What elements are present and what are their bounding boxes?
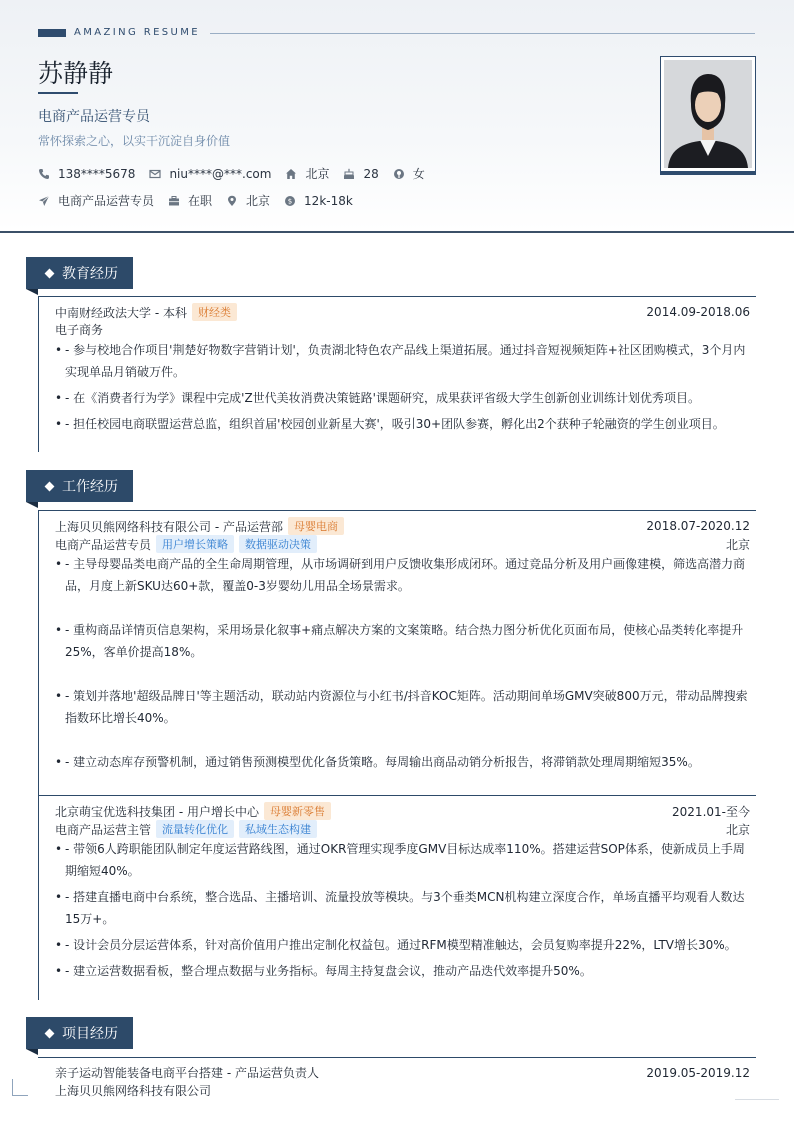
brand-divider (210, 33, 755, 34)
gender-icon (393, 168, 405, 180)
footer-line (735, 1099, 779, 1100)
photo-accent-bar (660, 171, 756, 175)
education-major-row (55, 321, 750, 338)
work-1-role-row (55, 535, 750, 553)
list-item: • - 搭建直播电商中台系统，整合选品、主播培训、流量投放等模块。与3个垂类MCN机构建立深度合作，单场直播平均观看人数达15万+。 (55, 886, 750, 930)
salary-icon (284, 195, 296, 207)
salary-item (284, 194, 353, 208)
home-icon (285, 168, 297, 180)
section-title-project (26, 1017, 133, 1049)
education-school: 中南财经政法大学 - 本科 (55, 305, 187, 320)
list-item: • - 带领6人跨职能团队制定年度运营路线图，通过OKR管理实现季度GMV目标达成率110%。搭建运营SOP体系，使新成员上手周期缩短40%。 (55, 838, 750, 882)
section-education-label: 教育经历 (62, 266, 118, 282)
section-side-line (38, 296, 39, 452)
motto: 常怀探索之心，以实干沉淀自身价值 (38, 134, 231, 148)
work-2-location: 北京 (725, 822, 750, 837)
list-item: • - 建立运营数据看板，整合埋点数据与业务指标。每周主持复盘会议，推动产品迭代效率提升50%。 (55, 960, 750, 982)
list-item: • - 策划并落地'超级品牌日'等主题活动，联动站内资源位与小红书/抖音KOC矩阵。活动期间单场GMV突破800万元，带动品牌搜索指数环比增长40%。 (55, 685, 750, 729)
diamond-icon (45, 481, 55, 491)
education-major: 电子商务 (55, 323, 104, 337)
list-item: • - 设计会员分层运营体系，针对高价值用户推出定制化权益包。通过RFM模型精准触达，会员复购率提升22%，LTV增长30%。 (55, 934, 750, 956)
education-tag: 财经类 (192, 303, 237, 321)
work-2-company-tag: 母婴新零售 (264, 802, 331, 820)
status-item (168, 192, 212, 209)
age-item (343, 167, 378, 181)
section-divider (38, 1057, 756, 1058)
work-1-dates: 2018.07-2020.12 (646, 519, 750, 533)
project-company: 上海贝贝熊网络科技有限公司 (55, 1084, 212, 1098)
work-2-role-row (55, 820, 750, 838)
work-1-role: 电商产品运营专员 (55, 537, 152, 552)
list-item: • - 在《消费者行为学》课程中完成'Z世代美妆消费决策链路'课题研究，成果获评省级大学生创新创业训练计划优秀项目。 (55, 387, 750, 409)
section-divider (38, 510, 756, 511)
list-item: • - 重构商品详情页信息架构，采用场景化叙事+痛点解决方案的文案策略。结合热力图分析优化页面布局，使核心品类转化率提升25%，客单价提高18%。 (55, 619, 750, 663)
job-title: 电商产品运营专员 (38, 109, 150, 125)
gender-item (393, 165, 425, 182)
job-info-row (38, 192, 367, 209)
work-2-skill-tag: 私域生态构建 (239, 820, 317, 838)
phone-text: 138****5678 (58, 166, 136, 181)
work-1-company-tag: 母婴电商 (288, 517, 344, 535)
location-item (226, 192, 270, 209)
section-side-line (38, 510, 39, 1000)
section-title-education (26, 257, 133, 289)
profile-photo (660, 56, 756, 174)
work-2-dates: 2021.01-至今 (672, 804, 750, 819)
location-icon (226, 195, 238, 207)
work-1-company: 上海贝贝熊网络科技有限公司 - 产品运营部 (55, 519, 283, 534)
work-2-company: 北京萌宝优选科技集团 - 用户增长中心 (55, 804, 259, 819)
brand-text: AMAZING RESUME (74, 27, 200, 38)
list-item: • - 担任校园电商联盟运营总监，组织首届'校园创业新星大赛'，吸引30+团队参赛，孵化出2个获种子轮融资的学生创业项目。 (55, 413, 750, 435)
svg-text:$: $ (287, 197, 293, 206)
home-text: 北京 (305, 167, 330, 181)
contact-info-row (38, 165, 439, 182)
section-project-label: 项目经历 (62, 1026, 118, 1042)
work-2-skill-tag: 流量转化优化 (156, 820, 234, 838)
job-divider (38, 795, 756, 796)
age-text: 28 (363, 166, 379, 181)
email-item (149, 167, 271, 181)
project-company-row (55, 1082, 750, 1099)
resume-header (0, 0, 794, 233)
project-name: 亲子运动智能装备电商平台搭建 - 产品运营负责人 (55, 1066, 319, 1080)
diamond-icon (45, 1028, 55, 1038)
work-1-skill-tag: 用户增长策略 (156, 535, 234, 553)
name-underline (38, 92, 78, 94)
send-icon (38, 195, 50, 207)
target-position-item (38, 192, 154, 209)
list-item: • - 主导母婴品类电商产品的全生命周期管理，从市场调研到用户反馈收集形成闭环。通过竞品分析及用户画像建模，筛选高潜力商品，月度上新SKU达60+款，覆盖0-3岁婴幼儿用品全场景需求。 (55, 553, 750, 597)
corner-mark (12, 1079, 28, 1096)
phone-icon (38, 168, 50, 180)
phone-item (38, 167, 135, 181)
list-item: • - 建立动态库存预警机制，通过销售预测模型优化备货策略。每周输出商品动销分析报告，将滞销款处理周期缩短35%。 (55, 751, 750, 773)
mail-icon (149, 168, 161, 180)
education-header (55, 303, 750, 321)
email-text: niu****@***.com (169, 166, 272, 181)
section-work-label: 工作经历 (62, 479, 118, 495)
candidate-name: 苏静静 (38, 59, 114, 88)
gender-text: 女 (412, 167, 425, 181)
work-1-location: 北京 (725, 537, 750, 552)
salary-text: 12k-18k (304, 193, 353, 208)
target-position-text: 电商产品运营专员 (58, 194, 155, 208)
education-dates: 2014.09-2018.06 (646, 305, 750, 319)
project-dates: 2019.05-2019.12 (646, 1065, 750, 1080)
section-title-work (26, 470, 133, 502)
diamond-icon (45, 268, 55, 278)
avatar (664, 60, 752, 168)
work-1-skill-tag: 数据驱动决策 (239, 535, 317, 553)
work-2-role: 电商产品运营主管 (55, 822, 152, 837)
home-item (285, 165, 329, 182)
status-text: 在职 (188, 194, 213, 208)
section-divider (38, 296, 756, 297)
cake-icon (343, 168, 355, 180)
work-1-header (55, 517, 750, 535)
brand-bar (38, 29, 66, 37)
location-text: 北京 (246, 194, 271, 208)
list-item: • - 参与校地合作项目'荆楚好物数字营销计划'，负责湖北特色农产品线上渠道拓展。通过抖音短视频矩阵+社区团购模式，3个月内实现单品月销破万件。 (55, 339, 750, 383)
briefcase-icon (168, 195, 180, 207)
project-header (55, 1064, 750, 1081)
work-2-header (55, 802, 750, 820)
